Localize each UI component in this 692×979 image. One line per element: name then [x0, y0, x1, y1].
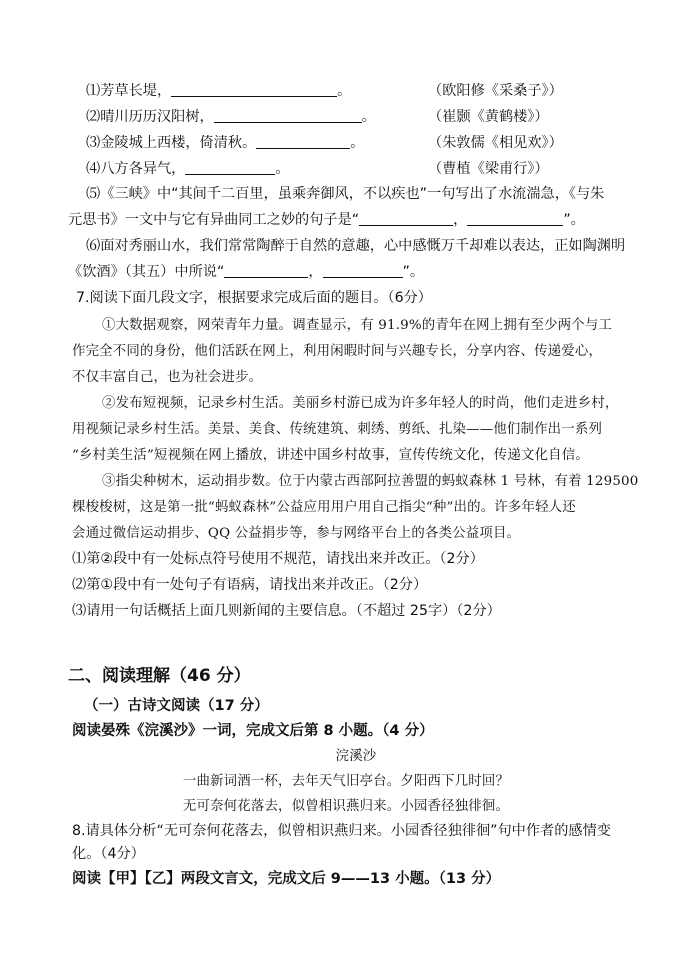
- fill-blank-3-end: 。: [350, 135, 365, 151]
- q7-para1-line: 不仅丰富自己，也为社会进步。: [72, 370, 263, 385]
- fill-blank-2-source: （崔颢《黄鹤楼》）: [428, 109, 549, 125]
- reading-instruction: 阅读【甲】【乙】两段文言文，完成文后 9——13 小题。（13 分）: [72, 871, 501, 887]
- poem-title: 浣溪沙: [335, 749, 377, 764]
- q7-para3-line: ③指尖种树木，运动捐步数。位于内蒙古西部阿拉善盟的蚂蚁森林 1 号林，有着 129500: [102, 474, 639, 489]
- fill-blank-2-prompt: ⑵晴川历历汉阳树，: [86, 109, 214, 125]
- fill-blank-1-prompt: ⑴芳草长堤，: [86, 83, 172, 99]
- answer-blank[interactable]: [467, 211, 563, 226]
- fill-blank-4-source: （曹植《梁甫行》）: [428, 161, 549, 177]
- fill-blank-4-end: 。: [275, 161, 290, 177]
- answer-blank[interactable]: [214, 108, 362, 123]
- q7-para3-line: 棵梭梭树，这是第一批“蚂蚁森林”公益应用用户用自己指尖“种”出的。许多年轻人还: [72, 500, 576, 515]
- fill-blank-1-end: 。: [337, 83, 352, 99]
- answer-blank[interactable]: [323, 263, 403, 278]
- q5-sep: ，: [453, 212, 468, 228]
- reading-instruction: 阅读晏殊《浣溪沙》一词，完成文后第 8 小题。（4 分）: [72, 723, 434, 739]
- fill-blank-1-source: （欧阳修《采桑子》）: [428, 83, 563, 99]
- q6-sep: ，: [308, 264, 323, 280]
- q6-end: ”。: [402, 264, 425, 280]
- q7-para2-line: “乡村美生活”短视频在网上播放，讲述中国乡村故事，宣传传统文化，传递文化自信。: [72, 448, 589, 463]
- fill-blank-2: [86, 106, 376, 126]
- answer-blank[interactable]: [359, 211, 453, 226]
- q7-para2-line: 用视频记录乡村生活。美景、美食、传统建筑、刺绣、剪纸、扎染——他们制作出一系列: [72, 422, 603, 437]
- poem-line: 无可奈何花落去，似曾相识燕归来。小园香径独徘徊。: [182, 799, 510, 814]
- q8-line1: 8.请具体分析“无可奈何花落去，似曾相识燕归来。小园香径独徘徊”句中作者的感情变: [72, 823, 611, 839]
- q7-stem: 7.阅读下面几段文字，根据要求完成后面的题目。（6分）: [76, 290, 432, 306]
- q5-line2: [68, 209, 585, 229]
- answer-blank[interactable]: [224, 263, 308, 278]
- fill-blank-3-prompt: ⑶金陵城上西楼，倚清秋。: [86, 135, 257, 151]
- q7-sub3: ⑶请用一句话概括上面几则新闻的主要信息。（不超过 25字）（2分）: [72, 603, 501, 619]
- q6-prompt: 《饮酒》（其五）中所说“: [68, 264, 225, 280]
- answer-blank[interactable]: [185, 160, 275, 175]
- q5-line1: ⑸《三峡》中“其间千二百里，虽乘奔御风，不以疾也”一句写出了水流湍急，《与朱: [86, 186, 605, 202]
- fill-blank-2-end: 。: [361, 109, 376, 125]
- section-title: 二、阅读理解（46 分）: [68, 666, 251, 686]
- q7-sub2: ⑵第①段中有一处句子有语病，请找出来并改正。（2分）: [72, 577, 428, 593]
- fill-blank-3: [86, 132, 364, 152]
- q7-sub1: ⑴第②段中有一处标点符号使用不规范，请找出来并改正。（2分）: [72, 551, 484, 567]
- q7-para2-line: ②发布短视频，记录乡村生活。美丽乡村游已成为许多年轻人的时尚，他们走进乡村，: [102, 396, 619, 411]
- q6-line2: [68, 261, 424, 281]
- fill-blank-4: [86, 158, 290, 178]
- answer-blank[interactable]: [256, 134, 350, 149]
- poem-line: 一曲新词酒一杯，去年天气旧亭台。夕阳西下几时回？: [182, 774, 510, 789]
- subsection-title: （一）古诗文阅读（17 分）: [84, 698, 269, 714]
- answer-blank[interactable]: [171, 82, 337, 97]
- q7-para3-line: 会通过微信运动捐步、QQ 公益捐步等，参与网络平台上的各类公益项目。: [72, 526, 521, 541]
- fill-blank-1: [86, 80, 351, 100]
- fill-blank-3-source: （朱敦儒《相见欢》）: [428, 135, 563, 151]
- q7-para1-line: ①大数据观察，网荣青年力量。调查显示，有 91.9%的青年在网上拥有至少两个与工: [102, 318, 613, 333]
- q7-para1-line: 作完全不同的身份，他们活跃在网上，利用闲暇时间与兴趣专长，分享内容、传递爱心，: [72, 344, 603, 359]
- q5-end: ”。: [563, 212, 585, 228]
- q8-line2: 化。（4分）: [72, 846, 145, 862]
- q6-line1: ⑹面对秀丽山水，我们常常陶醉于自然的意趣，心中感慨万千却难以表达，正如陶渊明: [86, 238, 626, 254]
- fill-blank-4-prompt: ⑷八方各异气，: [86, 161, 186, 177]
- q5-prompt: 元思书》一文中与它有异曲同工之妙的句子是“: [68, 212, 360, 228]
